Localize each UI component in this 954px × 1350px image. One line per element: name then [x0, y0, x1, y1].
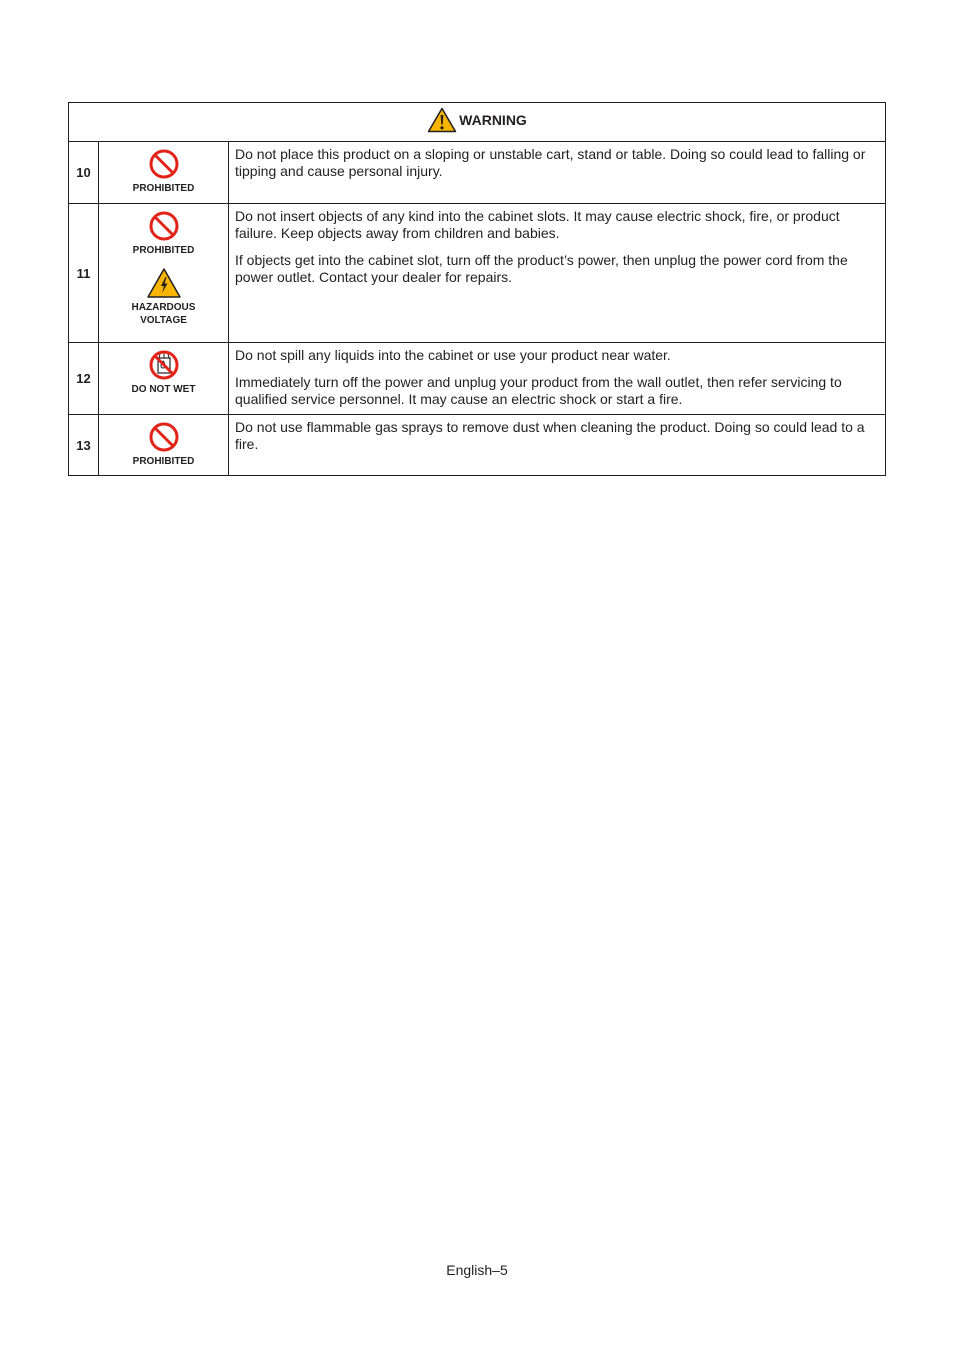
- row-number: 12: [69, 343, 99, 415]
- warning-paragraph: Immediately turn off the power and unplug your product from the wall outlet, then refer servicing to qualified service personnel. It may cause an electric shock or start a fire.: [235, 374, 842, 407]
- row-text: [229, 142, 886, 204]
- row-icons: [99, 415, 229, 476]
- warning-title: WARNING: [459, 111, 527, 128]
- row-number: 13: [69, 415, 99, 476]
- row-text: [229, 343, 886, 415]
- warning-row-12: [69, 343, 886, 415]
- row-icons: [99, 204, 229, 343]
- warning-paragraph: Do not insert objects of any kind into the cabinet slots. It may cause electric shock, fire, or product failure. Keep objects away from children and babies.: [235, 208, 840, 241]
- row-number: 10: [69, 142, 99, 204]
- warning-row-10: [69, 142, 886, 204]
- icon-label: HAZARDOUS VOLTAGE: [131, 302, 196, 326]
- warning-header-row: [69, 103, 886, 142]
- row-text: [229, 204, 886, 343]
- do-not-wet-icon: [148, 349, 180, 381]
- warning-paragraph: Do not use flammable gas sprays to remove dust when cleaning the product. Doing so could lead to a fire.: [235, 419, 865, 452]
- page-number: English–5: [446, 1262, 508, 1278]
- icon-label: PROHIBITED: [132, 456, 195, 467]
- row-icons: [99, 343, 229, 415]
- icon-label: PROHIBITED: [132, 245, 195, 256]
- icon-label: DO NOT WET: [131, 384, 196, 395]
- warning-triangle-icon: [427, 107, 457, 133]
- warning-paragraph: If objects get into the cabinet slot, turn off the product’s power, then unplug the power cord from the power outlet. Contact your dealer for repairs.: [235, 252, 848, 285]
- icon-label: PROHIBITED: [132, 183, 195, 194]
- hazardous-voltage-icon: [146, 267, 182, 299]
- warning-paragraph: Do not spill any liquids into the cabinet or use your product near water.: [235, 347, 671, 363]
- prohibited-icon: [148, 421, 180, 453]
- warning-table: [68, 102, 886, 476]
- warning-paragraph: Do not place this product on a sloping or unstable cart, stand or table. Doing so could lead to falling or tipping and cause personal injury.: [235, 146, 866, 179]
- row-icons: [99, 142, 229, 204]
- row-text: [229, 415, 886, 476]
- row-number: 11: [69, 204, 99, 343]
- warning-header: [69, 103, 886, 142]
- prohibited-icon: [148, 210, 180, 242]
- prohibited-icon: [148, 148, 180, 180]
- warning-row-11: [69, 204, 886, 343]
- warning-row-13: [69, 415, 886, 476]
